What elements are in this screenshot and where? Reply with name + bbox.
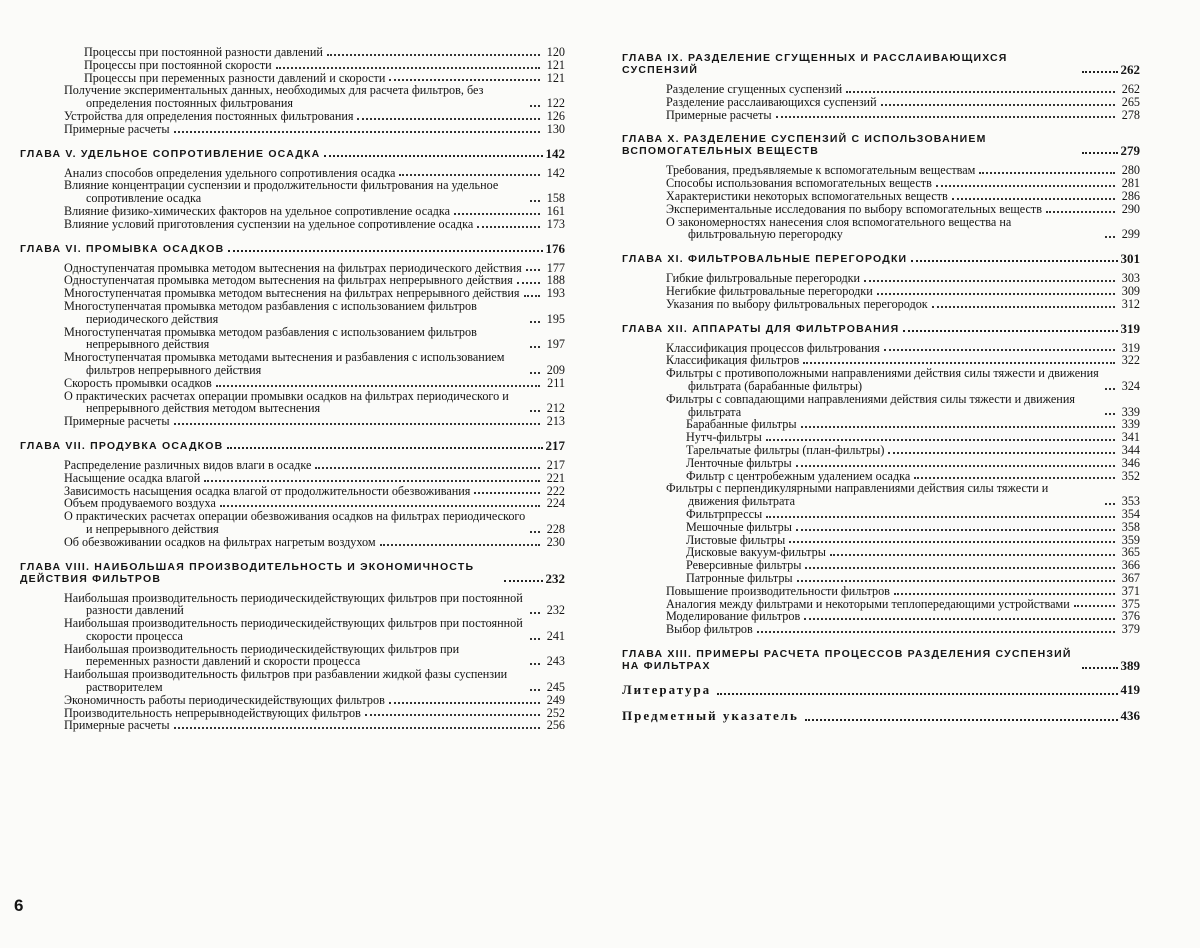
- toc-entry-title: Производительность непрерывнодействующих фильтров: [64, 705, 361, 720]
- toc-entry-title: Выбор фильтров: [666, 622, 753, 637]
- toc-entry-title: Влияние концентрации суспензии и продолжительности фильтрования на удельное сопротивление осадка: [64, 178, 499, 206]
- toc-entry[interactable]: [20, 59, 565, 72]
- toc-entry-page: 122: [546, 96, 565, 111]
- chapter-heading[interactable]: [622, 253, 1140, 265]
- toc-entry[interactable]: [20, 179, 565, 205]
- chapter-title: ГЛАВА XI. ФИЛЬТРОВАЛЬНЫЕ ПЕРЕГОРОДКИ: [622, 253, 908, 266]
- dot-leader: [227, 447, 542, 449]
- dot-leader: [1082, 71, 1118, 73]
- toc-entry-title: Влияние физико-химических факторов на удельное сопротивление осадка: [64, 203, 451, 218]
- chapter-title: ГЛАВА VII. ПРОДУВКА ОСАДКОВ: [20, 439, 224, 452]
- toc-entry[interactable]: [622, 482, 1140, 508]
- toc-entry-title: Фильтры с перпендикулярными направлениями действия силы тяжести и движения фильтрата: [666, 481, 1049, 509]
- dot-leader: [1046, 211, 1115, 213]
- chapter-heading[interactable]: [20, 437, 565, 453]
- toc-entry[interactable]: [622, 393, 1140, 419]
- dot-leader: [216, 385, 540, 387]
- dot-leader: [979, 172, 1115, 174]
- toc-entry-page: 252: [546, 705, 565, 720]
- toc-entry-page: 177: [546, 260, 565, 275]
- toc-entry-title: Способы использования вспомогательных веществ: [666, 176, 932, 191]
- toc-entry-title: Повышение производительности фильтров: [666, 583, 890, 598]
- dot-leader: [526, 269, 540, 271]
- chapter-page: 301: [1120, 251, 1140, 267]
- toc-entry-title: Моделирование фильтров: [666, 609, 801, 624]
- toc-entry-title: Разделение сгущенных суспензий: [666, 82, 843, 96]
- toc-entry[interactable]: [20, 205, 565, 218]
- dot-leader: [530, 346, 540, 348]
- page-number: 6: [14, 896, 24, 915]
- dot-leader: [864, 280, 1115, 282]
- toc-entry-title: Примерные расчеты: [64, 718, 170, 733]
- dot-leader: [914, 477, 1115, 479]
- chapter-title: ГЛАВА X. РАЗДЕЛЕНИЕ СУСПЕНЗИЙ С ИСПОЛЬЗОВАНИЕМ ВСПОМОГАТЕЛЬНЫХ ВЕЩЕСТВ: [622, 133, 987, 158]
- dot-leader: [474, 492, 540, 494]
- toc-entry[interactable]: [622, 109, 1140, 122]
- toc-entry-title: О практических расчетах операции обезвоживания осадков на фильтрах периодического и непрерывного действия: [64, 509, 526, 536]
- dot-leader: [805, 567, 1115, 569]
- dot-leader: [766, 439, 1115, 441]
- dot-leader: [796, 465, 1115, 467]
- dot-leader: [530, 531, 540, 533]
- dot-leader: [952, 198, 1115, 200]
- dot-leader: [504, 580, 543, 582]
- toc-entry[interactable]: [622, 203, 1140, 216]
- chapter-title: ГЛАВА IX. РАЗДЕЛЕНИЕ СГУЩЕННЫХ И РАССЛАИВАЮЩИХСЯ СУСПЕНЗИЙ: [622, 52, 1008, 76]
- toc-entry-page: 121: [546, 70, 565, 85]
- toc-entry-title: Нутч-фильтры: [686, 430, 762, 445]
- toc-entry[interactable]: [622, 585, 1140, 598]
- toc-entry-title: Листовые фильтры: [686, 532, 786, 547]
- chapter-page: 142: [545, 145, 565, 161]
- dot-leader: [530, 200, 540, 202]
- toc-entry[interactable]: [20, 510, 565, 536]
- reference-title: Предметный указатель: [622, 707, 799, 723]
- toc-entry-title: Патронные фильтры: [686, 570, 793, 585]
- toc-entry[interactable]: [20, 300, 565, 326]
- toc-entry-page: 232: [546, 603, 565, 618]
- toc-entry[interactable]: [622, 559, 1140, 572]
- dot-leader: [315, 467, 540, 469]
- toc-entry[interactable]: [20, 377, 565, 390]
- toc-entry[interactable]: [622, 190, 1140, 203]
- chapter-page: 279: [1120, 143, 1140, 159]
- toc-entry-title: Многоступенчатая промывка методом разбавления с использованием фильтров периодического действия: [64, 298, 477, 326]
- toc-entry[interactable]: [20, 84, 565, 110]
- toc-entry-title: Насыщение осадка влагой: [64, 470, 201, 485]
- dot-leader: [804, 618, 1115, 620]
- toc-entry[interactable]: [20, 390, 565, 416]
- toc-entry-page: 322: [1121, 353, 1140, 368]
- toc-entry[interactable]: [20, 459, 565, 472]
- reference-section[interactable]: [622, 682, 1140, 698]
- dot-leader: [380, 544, 540, 546]
- dot-leader: [796, 529, 1115, 531]
- reference-page: 436: [1120, 707, 1140, 723]
- toc-entry-title: Об обезвоживании осадков на фильтрах нагретым воздухом: [64, 534, 376, 549]
- toc-entry[interactable]: [20, 351, 565, 377]
- chapter-heading[interactable]: [20, 561, 565, 585]
- toc-entry[interactable]: [622, 623, 1140, 636]
- toc-entry-title: Ленточные фильтры: [686, 455, 792, 470]
- toc-entry-title: Экспериментальные исследования по выбору вспомогательных веществ: [666, 201, 1042, 216]
- chapter-page: 319: [1120, 320, 1140, 336]
- chapter-title: ГЛАВА VI. ПРОМЫВКА ОСАДКОВ: [20, 242, 225, 255]
- toc-entry-page: 359: [1121, 532, 1140, 547]
- dot-leader: [932, 306, 1115, 308]
- toc-entry-page: 358: [1121, 519, 1140, 534]
- toc-entry-title: Экономичность работы периодическидействующих фильтров: [64, 692, 385, 707]
- dot-leader: [454, 213, 540, 215]
- toc-entry-page: 367: [1121, 570, 1140, 585]
- toc-entry-title: Многоступенчатая промывка методом вытеснения на фильтрах непрерывного действия: [64, 286, 520, 301]
- toc-entry[interactable]: [622, 444, 1140, 457]
- dot-leader: [797, 580, 1115, 582]
- dot-leader: [530, 105, 540, 107]
- toc-entry-page: 121: [546, 57, 565, 72]
- dot-leader: [327, 54, 540, 56]
- dot-leader: [911, 260, 1117, 262]
- toc-entry-title: Устройства для определения постоянных фильтрования: [64, 108, 354, 123]
- dot-leader: [903, 330, 1117, 332]
- toc-entry-page: 319: [1121, 340, 1140, 355]
- toc-entry[interactable]: [20, 719, 565, 732]
- toc-entry-page: 354: [1121, 506, 1140, 521]
- toc-entry-title: Характеристики некоторых вспомогательных веществ: [666, 188, 948, 203]
- chapter-heading[interactable]: [622, 52, 1140, 76]
- toc-entry-title: Тарельчатые фильтры (план-фильтры): [686, 442, 885, 457]
- dot-leader: [524, 295, 540, 297]
- dot-leader: [517, 282, 540, 284]
- toc-entry-title: Негибкие фильтровальные перегородки: [666, 283, 873, 298]
- dot-leader: [1105, 236, 1115, 238]
- toc-entry-page: 371: [1121, 583, 1140, 598]
- chapter-page: 217: [545, 437, 565, 453]
- dot-leader: [530, 638, 540, 640]
- dot-leader: [936, 185, 1115, 187]
- right-page-toc: [622, 40, 1140, 724]
- toc-entry-title: Одноступенчатая промывка методом вытеснения на фильтрах периодического действия: [64, 260, 522, 275]
- chapter-page: 176: [545, 240, 565, 256]
- toc-entry-page: 256: [546, 718, 565, 733]
- toc-entry-page: 195: [546, 311, 565, 326]
- dot-leader: [174, 727, 540, 729]
- toc-entry-page: 324: [1121, 378, 1140, 393]
- toc-entry-title: Требования, предъявляемые к вспомогательным веществам: [666, 163, 976, 178]
- toc-entry[interactable]: [20, 326, 565, 352]
- toc-entry-title: Наибольшая производительность фильтров при разбавлении жидкой фазы суспензии растворителем: [64, 667, 508, 695]
- toc-entry-page: 299: [1121, 227, 1140, 242]
- toc-entry-page: 241: [546, 628, 565, 643]
- dot-leader: [1074, 605, 1115, 607]
- dot-leader: [846, 91, 1115, 93]
- toc-entry[interactable]: [20, 415, 565, 428]
- toc-entry-page: 312: [1121, 296, 1140, 311]
- dot-leader: [776, 116, 1115, 118]
- toc-entry-page: 126: [546, 108, 565, 123]
- dot-leader: [276, 67, 540, 69]
- toc-entry[interactable]: [20, 218, 565, 231]
- toc-entry-title: Наибольшая производительность периодическидействующих фильтров при переменных разности давлений и скорости процесса: [64, 641, 460, 669]
- chapter-page: 262: [1120, 62, 1140, 77]
- toc-entry-title: О закономерностях нанесения слоя вспомогательного вещества на фильтровальную перегородку: [666, 214, 1012, 242]
- dot-leader: [881, 104, 1115, 106]
- chapter-title: ГЛАВА XII. АППАРАТЫ ДЛЯ ФИЛЬТРОВАНИЯ: [622, 322, 900, 335]
- dot-leader: [717, 693, 1117, 695]
- toc-entry[interactable]: [20, 592, 565, 618]
- toc-entry[interactable]: [622, 508, 1140, 521]
- toc-entry-title: Влияние условий приготовления суспензии на удельное сопротивление осадка: [64, 216, 474, 231]
- toc-entry-page: 158: [546, 191, 565, 206]
- toc-entry-page: 221: [546, 470, 565, 485]
- toc-entry-title: Разделение расслаивающихся суспензий: [666, 94, 877, 109]
- toc-entry[interactable]: [622, 96, 1140, 109]
- chapter-heading[interactable]: [622, 648, 1140, 672]
- toc-entry-title: Зависимость насыщения осадка влагой от продолжительности обезвоживания: [64, 483, 471, 498]
- toc-entry-page: 228: [546, 521, 565, 536]
- toc-entry-page: 376: [1121, 609, 1140, 624]
- dot-leader: [877, 293, 1115, 295]
- dot-leader: [174, 423, 540, 425]
- toc-entry-page: 197: [546, 337, 565, 352]
- dot-leader: [174, 131, 540, 133]
- dot-leader: [884, 349, 1115, 351]
- dot-leader: [530, 372, 540, 374]
- toc-entry-page: 366: [1121, 558, 1140, 573]
- toc-entry-page: 209: [546, 362, 565, 377]
- toc-entry-page: 280: [1121, 163, 1140, 178]
- dot-leader: [830, 554, 1115, 556]
- dot-leader: [530, 663, 540, 665]
- toc-entry-title: Процессы при постоянной разности давлений: [84, 45, 323, 59]
- toc-entry-page: 130: [546, 121, 565, 136]
- toc-entry-title: Барабанные фильтры: [686, 417, 797, 432]
- toc-entry-page: 262: [1121, 82, 1140, 96]
- toc-entry-title: Дисковые вакуум-фильтры: [686, 545, 826, 560]
- toc-entry-page: 222: [546, 483, 565, 498]
- toc-entry[interactable]: [622, 285, 1140, 298]
- toc-entry-title: Скорость промывки осадков: [64, 375, 212, 390]
- dot-leader: [888, 452, 1115, 454]
- toc-entry-page: 230: [546, 534, 565, 549]
- toc-entry-title: Распределение различных видов влаги в осадке: [64, 457, 312, 472]
- reference-title: Литература: [622, 681, 712, 697]
- reference-page: 419: [1120, 681, 1140, 697]
- dot-leader: [477, 226, 540, 228]
- toc-entry[interactable]: [20, 536, 565, 549]
- chapter-title: ГЛАВА V. УДЕЛЬНОЕ СОПРОТИВЛЕНИЕ ОСАДКА: [20, 147, 321, 160]
- toc-entry-title: Реверсивные фильтры: [686, 558, 802, 573]
- reference-section[interactable]: [622, 708, 1140, 724]
- left-page-toc: [20, 46, 565, 732]
- toc-entry[interactable]: [20, 123, 565, 136]
- toc-entry-title: Фильтры с противоположными направлениями действия силы тяжести и движения фильтрата (барабанные фильтры): [666, 366, 1099, 393]
- dot-leader: [766, 516, 1115, 518]
- dot-leader: [1082, 152, 1118, 154]
- toc-entry-page: 249: [546, 692, 565, 707]
- toc-entry[interactable]: [20, 643, 565, 669]
- dot-leader: [530, 689, 540, 691]
- dot-leader: [228, 250, 542, 252]
- dot-leader: [1105, 413, 1115, 415]
- toc-entry-page: 281: [1121, 176, 1140, 191]
- toc-entry[interactable]: [622, 298, 1140, 311]
- toc-entry-page: 290: [1121, 201, 1140, 216]
- chapter-heading[interactable]: [622, 320, 1140, 336]
- toc-entry-title: Классификация процессов фильтрования: [666, 340, 880, 355]
- toc-entry-page: 352: [1121, 468, 1140, 483]
- dot-leader: [399, 174, 540, 176]
- toc-entry[interactable]: [20, 694, 565, 707]
- toc-entry[interactable]: [622, 83, 1140, 96]
- toc-entry-title: Фильтры с совпадающими направлениями действия силы тяжести и движения фильтрата: [666, 391, 1075, 419]
- toc-entry-title: Получение экспериментальных данных, необходимых для расчета фильтров, без определения постоянных фильтрования: [64, 83, 484, 111]
- toc-entry-title: Мешочные фильтры: [686, 519, 792, 534]
- toc-entry[interactable]: [622, 521, 1140, 534]
- toc-entry-page: 339: [1121, 404, 1140, 419]
- dot-leader: [1105, 503, 1115, 505]
- toc-entry[interactable]: [20, 668, 565, 694]
- toc-entry-title: Указания по выбору фильтровальных перегородок: [666, 296, 928, 311]
- toc-entry-title: Примерные расчеты: [666, 107, 772, 122]
- dot-leader: [1082, 667, 1118, 669]
- toc-entry-title: Анализ способов определения удельного сопротивления осадка: [64, 165, 396, 180]
- dot-leader: [803, 362, 1115, 364]
- toc-entry-title: Наибольшая производительность периодическидействующих фильтров при постоянной скорости процесса: [64, 616, 523, 643]
- toc-entry-page: 344: [1121, 442, 1140, 457]
- dot-leader: [365, 714, 540, 716]
- toc-entry-page: 286: [1121, 188, 1140, 203]
- dot-leader: [530, 410, 540, 412]
- dot-leader: [357, 118, 540, 120]
- toc-entry-title: Объем продуваемого воздуха: [64, 496, 216, 511]
- toc-entry-page: 120: [546, 45, 565, 59]
- toc-entry-title: Процессы при переменных разности давлений и скорости: [84, 70, 386, 85]
- chapter-heading[interactable]: [20, 240, 565, 256]
- toc-entry-page: 379: [1121, 622, 1140, 637]
- toc-entry-page: 224: [546, 496, 565, 511]
- dot-leader: [1105, 388, 1115, 390]
- toc-entry-page: 188: [546, 273, 565, 288]
- toc-entry-page: 265: [1121, 94, 1140, 109]
- toc-entry-page: 212: [546, 401, 565, 416]
- toc-entry-title: Процессы при постоянной скорости: [84, 57, 272, 72]
- toc-entry-title: Многоступенчатая промывка методом разбавления с использованием фильтров непрерывного действия: [64, 324, 477, 352]
- toc-entry-page: 142: [546, 165, 565, 180]
- toc-entry-title: Наибольшая производительность периодическидействующих фильтров при постоянной разности давлений: [64, 590, 523, 618]
- toc-entry-page: 375: [1121, 596, 1140, 611]
- toc-entry-title: Примерные расчеты: [64, 414, 170, 429]
- dot-leader: [801, 426, 1115, 428]
- dot-leader: [757, 631, 1115, 633]
- chapter-title: ГЛАВА XIII. ПРИМЕРЫ РАСЧЕТА ПРОЦЕССОВ РАЗДЕЛЕНИЯ СУСПЕНЗИЙ НА ФИЛЬТРАХ: [622, 647, 1072, 672]
- toc-entry-page: 173: [546, 216, 565, 231]
- toc-entry-page: 341: [1121, 430, 1140, 445]
- toc-entry[interactable]: [20, 46, 565, 59]
- toc-entry-page: 161: [546, 203, 565, 218]
- toc-entry-title: Многоступенчатая промывка методами вытеснения и разбавления с использованием фильтров непрерывного действия: [64, 350, 505, 377]
- toc-entry-page: 213: [546, 414, 565, 429]
- toc-entry-title: О практических расчетах операции промывки осадков на фильтрах периодического и непрерывного действия методом вытеснения: [64, 388, 509, 416]
- toc-entry-page: 278: [1121, 107, 1140, 122]
- toc-entry-title: Фильтрпрессы: [686, 506, 763, 521]
- dot-leader: [324, 155, 542, 157]
- toc-entry[interactable]: [622, 367, 1140, 393]
- toc-entry-title: Фильтр с центробежным удалением осадка: [686, 468, 911, 483]
- dot-leader: [204, 480, 540, 482]
- dot-leader: [530, 612, 540, 614]
- toc-entry-page: 339: [1121, 417, 1140, 432]
- toc-entry-page: 245: [546, 680, 565, 695]
- toc-entry-page: 365: [1121, 545, 1140, 560]
- chapter-heading[interactable]: [622, 133, 1140, 157]
- dot-leader: [220, 505, 540, 507]
- toc-entry[interactable]: [20, 617, 565, 643]
- toc-entry-page: 346: [1121, 455, 1140, 470]
- toc-entry[interactable]: [622, 572, 1140, 585]
- toc-entry-title: Классификация фильтров: [666, 353, 800, 368]
- toc-entry-page: 217: [546, 457, 565, 472]
- chapter-title: ГЛАВА VIII. НАИБОЛЬШАЯ ПРОИЗВОДИТЕЛЬНОСТЬ И ЭКОНОМИЧНОСТЬ ДЕЙСТВИЯ ФИЛЬТРОВ: [20, 560, 475, 585]
- toc-entry-title: Гибкие фильтровальные перегородки: [666, 271, 861, 286]
- dot-leader: [805, 719, 1118, 721]
- dot-leader: [389, 79, 540, 81]
- toc-entry-title: Одноступенчатая промывка методом вытеснения на фильтрах непрерывного действия: [64, 273, 513, 288]
- dot-leader: [389, 702, 540, 704]
- toc-entry[interactable]: [20, 472, 565, 485]
- toc-entry[interactable]: [622, 216, 1140, 242]
- toc-entry[interactable]: [20, 110, 565, 123]
- toc-entry-page: 303: [1121, 271, 1140, 286]
- toc-entry-page: 309: [1121, 283, 1140, 298]
- toc-entry-page: 193: [546, 286, 565, 301]
- toc-entry-title: Примерные расчеты: [64, 121, 170, 136]
- dot-leader: [789, 541, 1115, 543]
- dot-leader: [530, 321, 540, 323]
- toc-entry-title: Аналогия между фильтрами и некоторыми теплопередающими устройствами: [666, 596, 1070, 611]
- toc-entry[interactable]: [622, 457, 1140, 470]
- toc-entry-page: 211: [547, 375, 565, 390]
- chapter-page: 389: [1120, 657, 1140, 673]
- toc-entry-page: 243: [546, 654, 565, 669]
- toc-entry-page: 353: [1121, 494, 1140, 509]
- dot-leader: [894, 593, 1115, 595]
- chapter-heading[interactable]: [20, 145, 565, 161]
- chapter-page: 232: [545, 570, 565, 586]
